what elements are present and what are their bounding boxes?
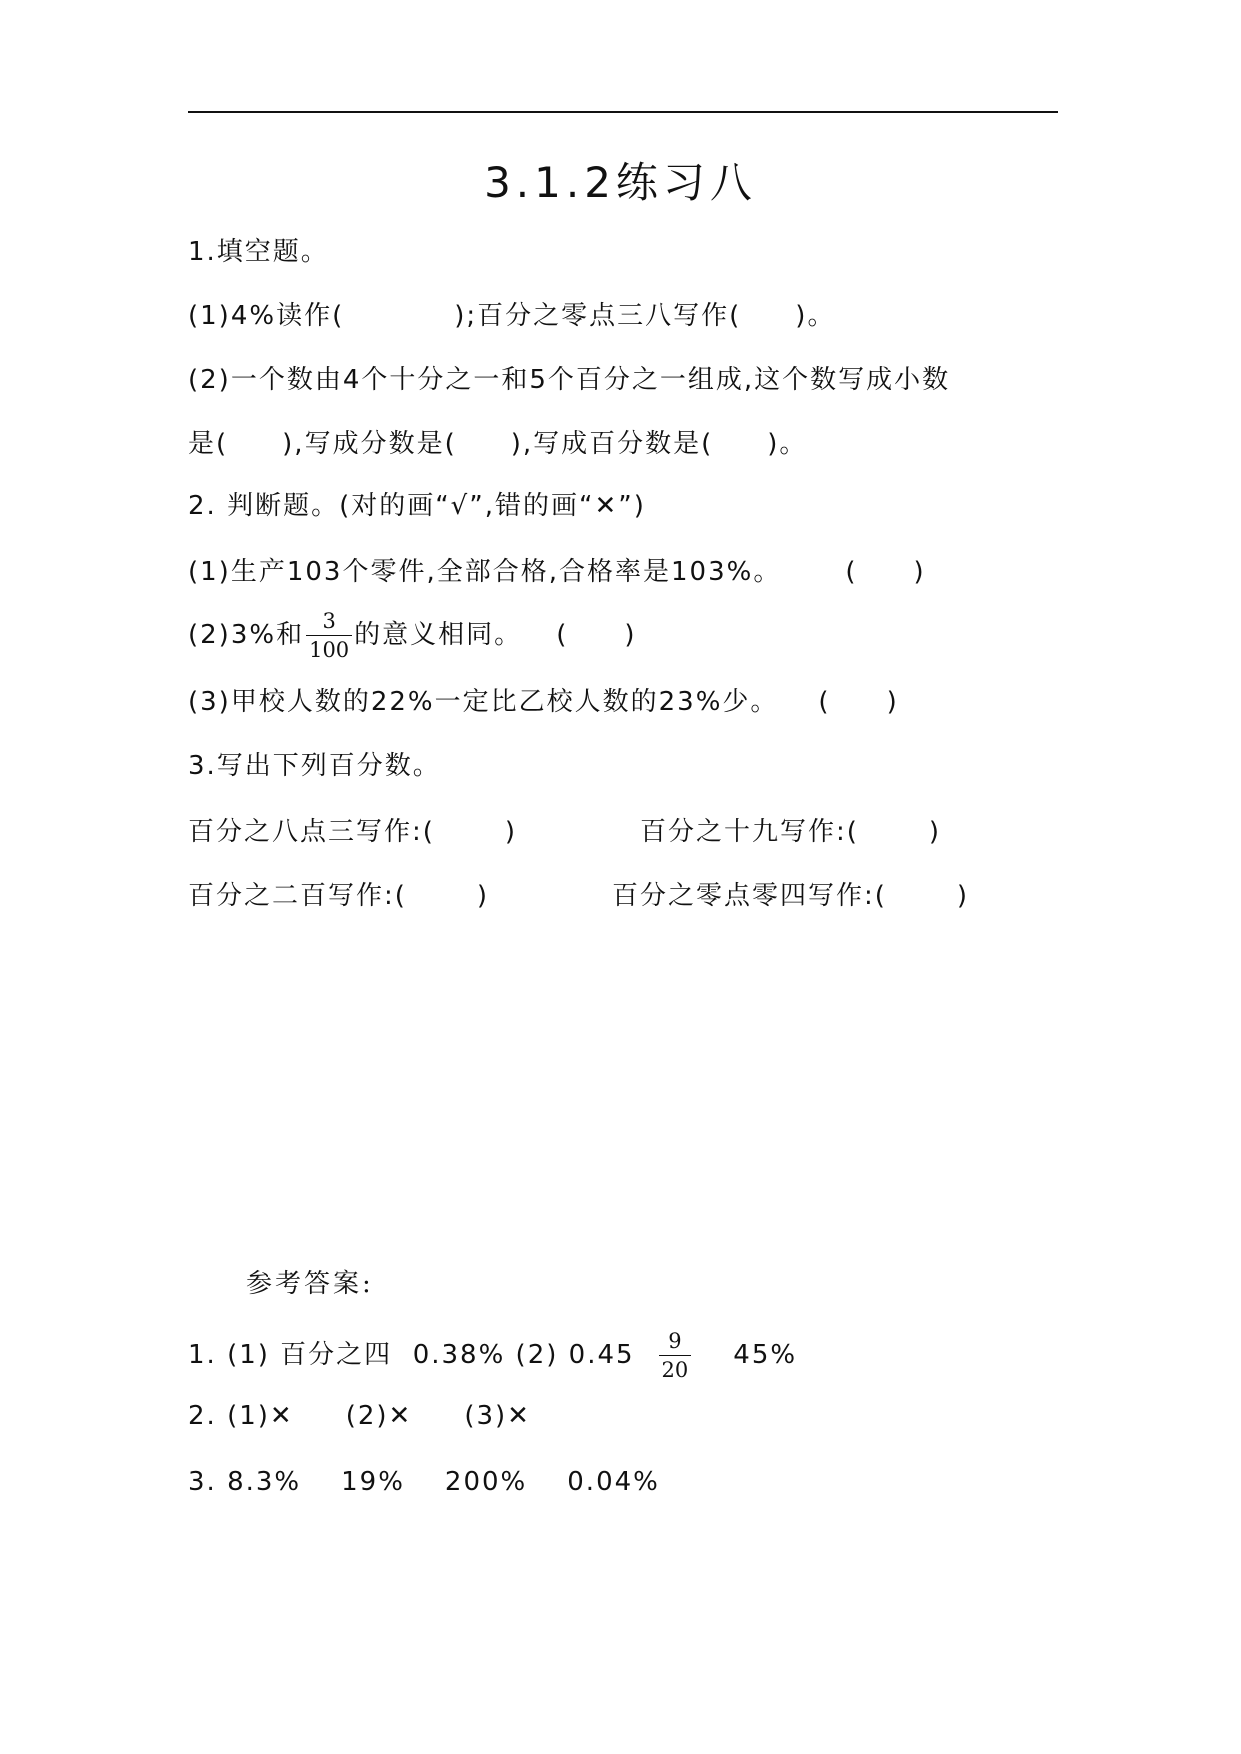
answers-line2-part-c: (3)✕: [464, 1401, 531, 1431]
answers-line1-fraction: [659, 1330, 692, 1381]
q1-item1-part-c: )。: [795, 301, 836, 331]
q3-a1-label: 百分之八点三写作:(: [188, 817, 435, 847]
q2-item2-part-b: 的意义相同。: [354, 620, 523, 650]
q2-item3-paren: ( ): [818, 687, 899, 717]
q3-b1-close: ): [476, 881, 490, 911]
q2-item2-part-a: (2)3%和: [188, 620, 305, 650]
q3-row1-right: [640, 812, 941, 852]
q3-heading: 3.写出下列百分数。: [188, 751, 441, 781]
answers-line1: [188, 1330, 797, 1381]
q1-item2-line2: [188, 424, 807, 464]
q2-item3-text: (3)甲校人数的22%一定比乙校人数的23%少。: [188, 687, 779, 717]
q3-row2-right: [612, 876, 969, 916]
q2-item2: [188, 610, 636, 661]
q1-item1: [188, 296, 835, 336]
answers-line3-part-c: 200%: [444, 1467, 528, 1497]
answers-line3: [188, 1462, 660, 1502]
q2-item2-fraction: [306, 610, 352, 661]
answers-line2-part-b: (2)✕: [345, 1401, 413, 1431]
q1-item1-part-b: );百分之零点三八写作(: [454, 301, 742, 331]
answers-line1-numerator: 9: [668, 1329, 682, 1353]
q1-item2-part-c: ),写成百分数是(: [510, 429, 714, 459]
q3-row2-left: [188, 876, 489, 916]
header-rule: [188, 111, 1058, 113]
answers-line1-part-a: 1. (1) 百分之四 0.38% (2) 0.45: [188, 1340, 635, 1370]
q1-item2-part-d: )。: [767, 429, 808, 459]
page-title: 3.1.2练习八: [484, 158, 757, 207]
q3-b1-label: 百分之二百写作:(: [188, 881, 407, 911]
q1-item2-part-a: 是(: [188, 429, 229, 459]
q1-item2-line1: (2)一个数由4个十分之一和5个百分之一组成,这个数写成小数: [188, 365, 951, 395]
q2-item2-denominator: 100: [306, 635, 352, 661]
q1-item2-part-b: ),写成分数是(: [282, 429, 457, 459]
answers-line1-part-b: 45%: [733, 1340, 798, 1370]
q3-b2-label: 百分之零点零四写作:(: [612, 881, 887, 911]
answers-line3-part-b: 19%: [341, 1467, 405, 1497]
q3-a1-close: ): [504, 817, 518, 847]
answers-line3-part-d: 0.04%: [567, 1467, 660, 1497]
answers-heading: 参考答案:: [246, 1269, 374, 1299]
q3-b2-close: ): [956, 881, 970, 911]
q3-row1-left: [188, 812, 517, 852]
q2-item1: [188, 552, 926, 592]
q2-item3: [188, 682, 899, 722]
q2-item2-numerator: 3: [322, 609, 336, 633]
answers-line2-part-a: 2. (1)✕: [188, 1401, 294, 1431]
q3-a2-close: ): [928, 817, 942, 847]
q3-a2-label: 百分之十九写作:(: [640, 817, 859, 847]
answers-line2: [188, 1396, 531, 1436]
q2-item1-paren: ( ): [845, 557, 926, 587]
q1-item1-part-a: (1)4%读作(: [188, 301, 345, 331]
answers-line3-part-a: 3. 8.3%: [188, 1467, 302, 1497]
q2-item2-paren: ( ): [556, 620, 637, 650]
q2-item1-text: (1)生产103个零件,全部合格,合格率是103%。: [188, 557, 782, 587]
q1-heading: 1.填空题。: [188, 237, 329, 267]
answers-line1-denominator: 20: [659, 1355, 692, 1381]
q2-heading: 2. 判断题。(对的画“√”,错的画“✕”): [188, 491, 646, 521]
